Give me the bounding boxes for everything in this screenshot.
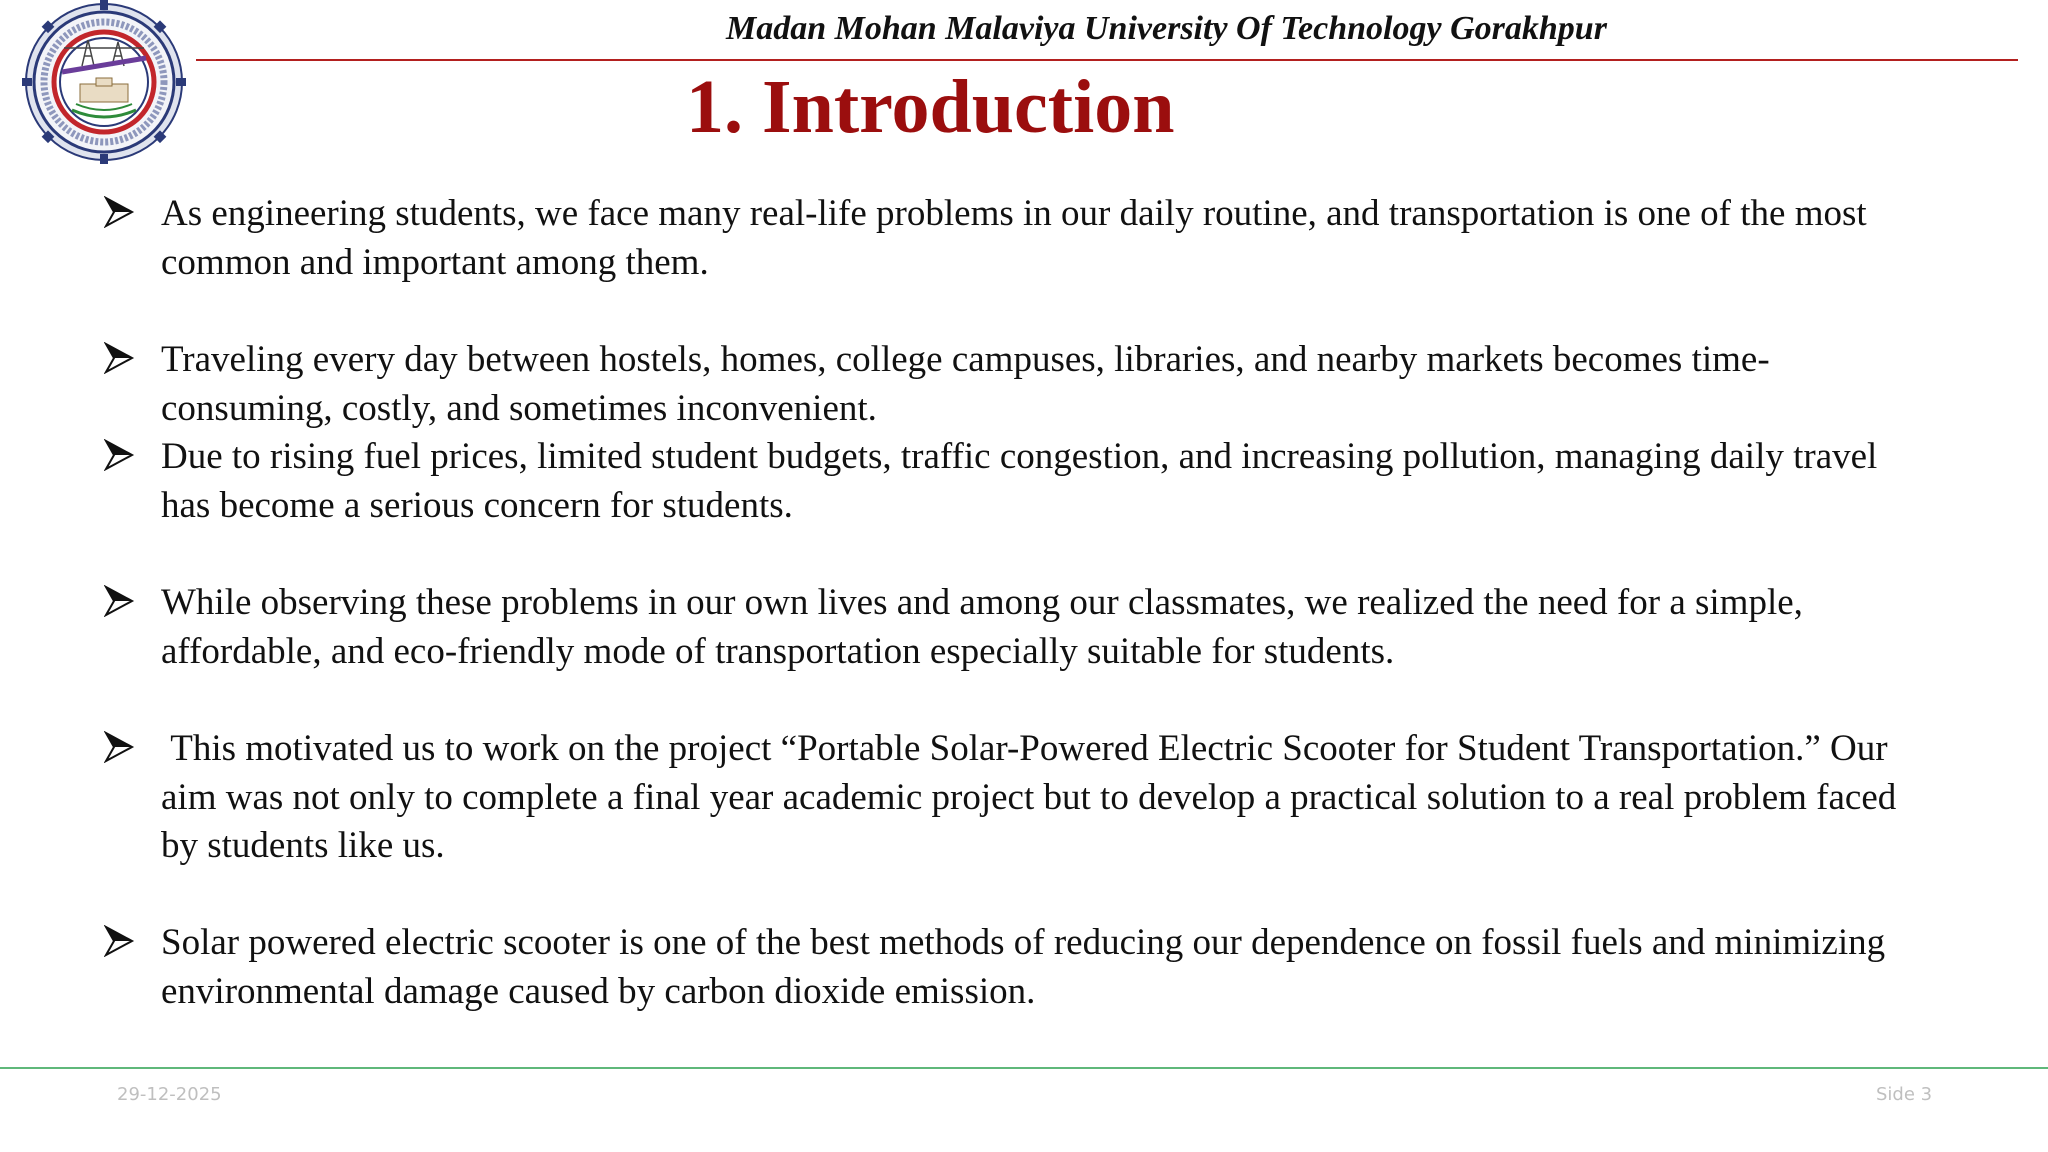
footer-date: 29-12-2025 [117,1084,222,1105]
arrowhead-bullet-icon [104,342,136,374]
arrowhead-bullet-icon [104,585,136,617]
bullet-text: Solar powered electric scooter is one of the best methods of reducing our dependence on fossil fuels and minimizing environmental damage caused by carbon dioxide emission. [161,922,1886,1012]
arrowhead-bullet-icon [104,196,136,228]
university-name: Madan Mohan Malaviya University Of Technology Gorakhpur [726,10,1607,47]
slide-title: 1. Introduction [686,65,1175,149]
footer-page-number: Side 3 [1876,1084,1933,1105]
bullet-text: Traveling every day between hostels, homes, college campuses, libraries, and nearby markets becomes time-consuming, costly, and sometimes inconvenient. [161,339,1770,429]
bullet-text: As engineering students, we face many real-life problems in our daily routine, and transportation is one of the most common and important among them. [161,193,1867,283]
header-divider [196,59,2018,61]
university-seal-logo [4,0,200,166]
bullet-text: While observing these problems in our own lives and among our classmates, we realized the need for a simple, affordable, and eco-friendly mode of transportation especially suitable for students. [161,582,1803,672]
arrowhead-bullet-icon [104,439,136,471]
arrowhead-bullet-icon [104,731,136,763]
bullet-text: Due to rising fuel prices, limited student budgets, traffic congestion, and increasing pollution, managing daily travel has become a serious concern for students. [161,436,1878,526]
arrowhead-bullet-icon [104,925,136,957]
bullet-text: This motivated us to work on the project “Portable Solar-Powered Electric Scooter for Student Transportation.” Our aim was not only to complete a final year academic project but to develop a practical solution to a real problem faced by students like us. [161,728,1906,866]
footer-divider [0,1067,2048,1069]
